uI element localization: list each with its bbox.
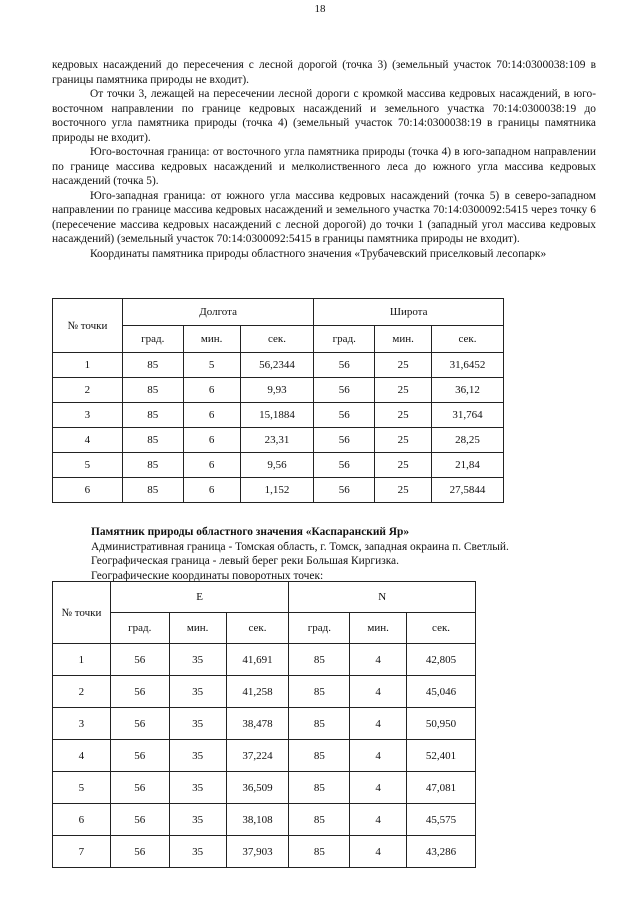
table-cell: 4 — [53, 428, 123, 453]
geo-boundary: Географическая граница - левый берег реки Большая Киргизка. — [91, 555, 399, 567]
table-cell: 6 — [183, 478, 240, 503]
table-cell: 56 — [110, 804, 169, 836]
sub-header: сек. — [432, 326, 504, 353]
table-cell: 6 — [53, 478, 123, 503]
table-row — [53, 772, 476, 804]
table-cell: 35 — [169, 708, 226, 740]
table-row — [53, 403, 504, 428]
table-cell: 41,258 — [226, 676, 289, 708]
table-cell: 38,108 — [226, 804, 289, 836]
sub-header: сек. — [240, 326, 314, 353]
kasparansky-section — [91, 525, 591, 583]
table-cell: 56 — [110, 740, 169, 772]
table-cell: 43,286 — [407, 836, 476, 868]
sub-header: мин. — [375, 326, 432, 353]
table-cell: 35 — [169, 772, 226, 804]
table-cell: 85 — [289, 708, 350, 740]
table-cell: 41,691 — [226, 644, 289, 676]
table-row — [53, 478, 504, 503]
table-cell: 15,1884 — [240, 403, 314, 428]
table-cell: 56 — [314, 453, 375, 478]
table-cell: 37,903 — [226, 836, 289, 868]
table-row — [53, 644, 476, 676]
table-cell: 25 — [375, 453, 432, 478]
table-cell: 2 — [53, 676, 111, 708]
table-cell: 6 — [183, 428, 240, 453]
sub-header: мин. — [350, 613, 407, 644]
table-cell: 4 — [350, 804, 407, 836]
table-cell: 27,5844 — [432, 478, 504, 503]
table-row — [53, 378, 504, 403]
table-cell: 9,56 — [240, 453, 314, 478]
table-cell: 4 — [350, 836, 407, 868]
body-text — [52, 58, 596, 261]
table-cell: 56 — [314, 478, 375, 503]
table-cell: 4 — [350, 708, 407, 740]
table-cell: 25 — [375, 478, 432, 503]
table-row — [53, 804, 476, 836]
coordinates-table-kasparansky — [52, 581, 476, 868]
section-title: Памятник природы областного значения «Каспаранский Яр» — [91, 526, 410, 538]
table-cell: 52,401 — [407, 740, 476, 772]
table-cell: 7 — [53, 836, 111, 868]
table-cell: 85 — [122, 353, 183, 378]
table-cell: 35 — [169, 740, 226, 772]
paragraph: кедровых насаждений до пересечения с лесной дорогой (точка 3) (земельный участок 70:14:0300038:109 в границы памятника природы не входит). — [52, 59, 596, 86]
table-cell: 37,224 — [226, 740, 289, 772]
table-cell: 85 — [122, 428, 183, 453]
table-cell: 56 — [314, 353, 375, 378]
table-cell: 85 — [289, 804, 350, 836]
table-cell: 45,575 — [407, 804, 476, 836]
table-cell: 85 — [289, 644, 350, 676]
table-cell: 56 — [314, 403, 375, 428]
table-cell: 6 — [183, 453, 240, 478]
table-cell: 4 — [350, 740, 407, 772]
point-header: № точки — [53, 582, 111, 644]
table-cell: 56 — [110, 772, 169, 804]
east-header: E — [110, 582, 289, 613]
table-cell: 85 — [122, 453, 183, 478]
table-cell: 2 — [53, 378, 123, 403]
table-cell: 31,764 — [432, 403, 504, 428]
table-cell: 56,2344 — [240, 353, 314, 378]
table-cell: 5 — [53, 772, 111, 804]
table-cell: 47,081 — [407, 772, 476, 804]
sub-header: град. — [314, 326, 375, 353]
table-cell: 5 — [53, 453, 123, 478]
table-cell: 4 — [350, 676, 407, 708]
table-cell: 45,046 — [407, 676, 476, 708]
sub-header: град. — [122, 326, 183, 353]
table-cell: 85 — [289, 836, 350, 868]
table-cell: 56 — [110, 708, 169, 740]
table-cell: 56 — [110, 676, 169, 708]
table-cell: 5 — [183, 353, 240, 378]
paragraph: Координаты памятника природы областного значения «Трубачевский приселковый лесопарк» — [90, 247, 547, 260]
table-cell: 1,152 — [240, 478, 314, 503]
table-cell: 35 — [169, 804, 226, 836]
north-header: N — [289, 582, 476, 613]
latitude-header: Широта — [314, 299, 504, 326]
table-row — [53, 836, 476, 868]
table-cell: 21,84 — [432, 453, 504, 478]
table-row — [53, 353, 504, 378]
table-cell: 25 — [375, 353, 432, 378]
table-cell: 25 — [375, 428, 432, 453]
table-cell: 85 — [289, 740, 350, 772]
table-cell: 31,6452 — [432, 353, 504, 378]
table-cell: 6 — [53, 804, 111, 836]
table-cell: 85 — [289, 676, 350, 708]
table-cell: 1 — [53, 644, 111, 676]
sub-header: мин. — [183, 326, 240, 353]
table-cell: 25 — [375, 378, 432, 403]
table-cell: 9,93 — [240, 378, 314, 403]
sub-header: град. — [289, 613, 350, 644]
table-row — [53, 708, 476, 740]
point-header: № точки — [53, 299, 123, 353]
table-cell: 85 — [122, 403, 183, 428]
coordinates-table-trubachevsky — [52, 298, 504, 503]
longitude-header: Долгота — [122, 299, 314, 326]
sub-header: сек. — [226, 613, 289, 644]
table-cell: 42,805 — [407, 644, 476, 676]
table-cell: 23,31 — [240, 428, 314, 453]
paragraph: Юго-западная граница: от южного угла массива кедровых насаждений (точка 5) в северо-западном направлении по границе массива кедровых насаждений и земельного участка 70:14:0300092:5415 через точку 6 (пересечение массива кедровых насаждений с лесной дорогой) до точки 1 (западный угол массива кедровых насаждений) (земельный участок 70:14:0300092:5415 в границы памятника природы не входит). — [52, 189, 596, 245]
table-cell: 4 — [350, 644, 407, 676]
table-row — [53, 676, 476, 708]
table-cell: 1 — [53, 353, 123, 378]
table-cell: 3 — [53, 708, 111, 740]
table-cell: 4 — [53, 740, 111, 772]
page-number: 18 — [314, 3, 326, 15]
table-cell: 6 — [183, 378, 240, 403]
sub-header: град. — [110, 613, 169, 644]
table-cell: 85 — [122, 478, 183, 503]
table-cell: 28,25 — [432, 428, 504, 453]
table-cell: 3 — [53, 403, 123, 428]
table-cell: 4 — [350, 772, 407, 804]
paragraph: Юго-восточная граница: от восточного угла памятника природы (точка 4) в юго-западном направлении по границе массива кедровых насаждений и мелколиственного леса до южного угла массива кедровых насаждений (точка 5). — [52, 146, 596, 187]
table-cell: 38,478 — [226, 708, 289, 740]
paragraph: От точки 3, лежащей на пересечении лесной дороги с кромкой массива кедровых насаждений, в юго-восточном направлении по границе кедровых насаждений и земельного участка 70:14:0300038:19 до восточного угла памятника природы (точка 4) (земельный участок 70:14:0300038:19 в границы памятника природы не входит). — [52, 88, 596, 144]
coords-caption: Географические координаты поворотных точек: — [91, 569, 324, 582]
table-cell: 35 — [169, 644, 226, 676]
table-cell: 36,12 — [432, 378, 504, 403]
sub-header: мин. — [169, 613, 226, 644]
sub-header: сек. — [407, 613, 476, 644]
table-row — [53, 428, 504, 453]
table-cell: 56 — [314, 428, 375, 453]
table-row — [53, 740, 476, 772]
table-cell: 50,950 — [407, 708, 476, 740]
table-cell: 85 — [289, 772, 350, 804]
table-cell: 36,509 — [226, 772, 289, 804]
admin-boundary: Административная граница - Томская область, г. Томск, западная окраина п. Светлый. — [91, 540, 509, 553]
table-cell: 56 — [110, 644, 169, 676]
table-cell: 35 — [169, 836, 226, 868]
table-cell: 56 — [110, 836, 169, 868]
table-cell: 6 — [183, 403, 240, 428]
table-cell: 25 — [375, 403, 432, 428]
table-cell: 56 — [314, 378, 375, 403]
table-cell: 85 — [122, 378, 183, 403]
table-cell: 35 — [169, 676, 226, 708]
table-row — [53, 453, 504, 478]
